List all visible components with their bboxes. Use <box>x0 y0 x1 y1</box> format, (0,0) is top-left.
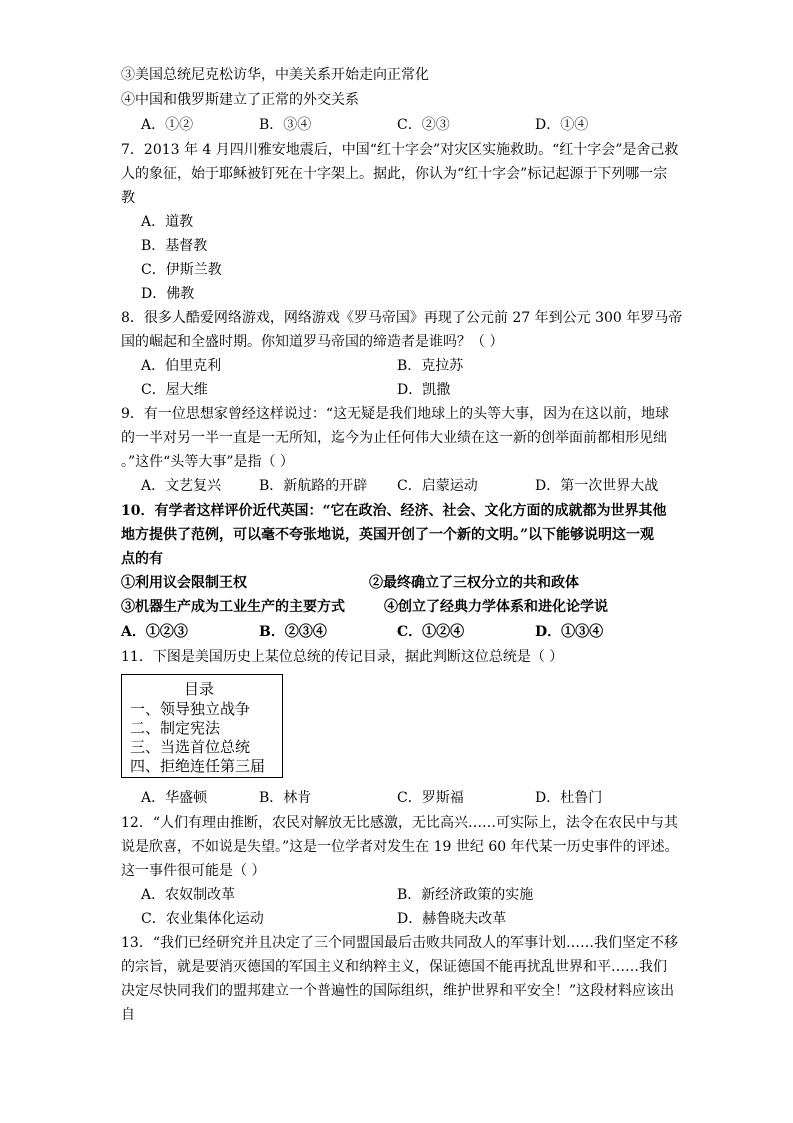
q6-item-4: ④中国和俄罗斯建立了正常的外交关系 <box>121 92 359 108</box>
q6-option-a[interactable]: A．①② <box>141 117 194 133</box>
q8-option-c[interactable]: C．屋大维 <box>141 382 208 398</box>
q9-stem-line-1: 9．有一位思想家曾经这样说过：“这无疑是我们地球上的头等大事，因为在这以前，地球 <box>121 406 670 422</box>
q7-option-d[interactable]: D．佛教 <box>141 286 195 302</box>
q11-stem-line-1: 11．下图是美国历史上某位总统的传记目录，据此判断这位总统是（ ） <box>121 649 564 665</box>
toc-item: 三、当选首位总统 <box>130 738 251 756</box>
q10-item-1: ①利用议会限制王权 <box>121 575 247 591</box>
toc-item: 二、制定宪法 <box>130 719 221 737</box>
q9-option-a[interactable]: A．文艺复兴 <box>141 478 222 494</box>
q7-option-a[interactable]: A．道教 <box>141 214 194 230</box>
q7-stem-line-1: 7．2013 年 4 月四川雅安地震后，中国“红十字会”对灾区实施救助。“红十字会”是舍己救 <box>121 142 679 158</box>
q8-stem-line-2: 国的崛起和全盛时期。你知道罗马帝国的缔造者是谁吗？（ ） <box>121 334 504 350</box>
q10-stem-line-1: 10．有学者这样评价近代英国：“它在政治、经济、社会、文化方面的成就都为世界其他 <box>121 503 667 519</box>
q12-option-a[interactable]: A．农奴制改革 <box>141 887 236 903</box>
q7-option-b[interactable]: B．基督教 <box>141 238 208 254</box>
q8-stem-line-1: 8．很多人酷爱网络游戏，网络游戏《罗马帝国》再现了公元前 27 年到公元 300 年罗马帝 <box>121 310 683 326</box>
q6-option-d[interactable]: D．①④ <box>535 117 589 133</box>
q10-option-c[interactable]: C．①②④ <box>397 624 465 640</box>
q12-stem-line-3: 这一事件很可能是（ ） <box>121 863 266 879</box>
q8-option-b[interactable]: B．克拉苏 <box>397 358 464 374</box>
q9-option-c[interactable]: C．启蒙运动 <box>397 478 478 494</box>
q10-stem-line-3: 点的有 <box>121 551 163 567</box>
q12-option-d[interactable]: D．赫鲁晓夫改革 <box>397 911 507 927</box>
toc-item: 四、拒绝连任第三届 <box>130 757 266 775</box>
q6-item-3: ③美国总统尼克松访华，中美关系开始走向正常化 <box>121 67 429 83</box>
q13-stem-line-2: 的宗旨，就是要消灭德国的军国主义和纳粹主义，保证德国不能再扰乱世界和平……我们 <box>121 959 667 975</box>
q13-stem-line-1: 13．“我们已经研究并且决定了三个同盟国最后击败共同敌人的军事计划……我们坚定不移 <box>121 935 678 951</box>
q9-stem-line-3: 。”这件“头等大事”是指（ ） <box>121 454 294 470</box>
q6-option-c[interactable]: C．②③ <box>397 117 450 133</box>
q12-stem-line-2: 说是欣喜，不如说是失望。”这是一位学者对发生在 19 世纪 60 年代某一历史事件的评述。 <box>121 839 679 855</box>
q8-option-a[interactable]: A．伯里克利 <box>141 358 222 374</box>
biography-table-of-contents <box>121 674 283 778</box>
q12-option-c[interactable]: C．农业集体化运动 <box>141 911 264 927</box>
q12-option-b[interactable]: B．新经济政策的实施 <box>397 887 534 903</box>
q9-stem-line-2: 的一半对另一半一直是一无所知，迄今为止任何伟大业绩在这一新的创举面前都相形见绌 <box>121 430 667 446</box>
toc-item: 一、领导独立战争 <box>130 700 251 718</box>
q9-option-d[interactable]: D．第一次世界大战 <box>535 478 659 494</box>
q11-option-b[interactable]: B．林肯 <box>259 790 312 806</box>
q11-option-c[interactable]: C．罗斯福 <box>397 790 464 806</box>
q8-option-d[interactable]: D．凯撒 <box>397 382 451 398</box>
q7-option-c[interactable]: C．伊斯兰教 <box>141 262 222 278</box>
q13-stem-line-4: 自 <box>121 1007 135 1023</box>
q11-option-d[interactable]: D．杜鲁门 <box>535 790 603 806</box>
q10-option-a[interactable]: A．①②③ <box>121 624 188 640</box>
q9-option-b[interactable]: B．新航路的开辟 <box>259 478 368 494</box>
toc-title: 目录 <box>184 680 215 698</box>
q10-stem-line-2: 地方提供了范例，可以毫不夸张地说，英国开创了一个新的文明。”以下能够说明这一观 <box>121 527 655 543</box>
q13-stem-line-3: 决定尽快同我们的盟邦建立一个普遍性的国际组织，维护世界和平安全！”这段材料应该出 <box>121 983 675 999</box>
q10-item-2: ②最终确立了三权分立的共和政体 <box>369 575 579 591</box>
q7-stem-line-2: 人的象征，始于耶稣被钉死在十字架上。据此，你认为“红十字会”标记起源于下列哪一宗 <box>121 166 668 182</box>
q10-option-d[interactable]: D．①③④ <box>535 624 604 640</box>
q10-item-4: ④创立了经典力学体系和进化论学说 <box>384 599 608 615</box>
q12-stem-line-1: 12．“人们有理由推断，农民对解放无比感激，无比高兴……可实际上，法令在农民中与其 <box>121 815 678 831</box>
q10-option-b[interactable]: B．②③④ <box>259 624 327 640</box>
q10-item-3: ③机器生产成为工业生产的主要方式 <box>121 599 345 615</box>
q7-stem-line-3: 教 <box>121 190 135 206</box>
q6-option-b[interactable]: B．③④ <box>259 117 312 133</box>
q11-option-a[interactable]: A．华盛顿 <box>141 790 208 806</box>
